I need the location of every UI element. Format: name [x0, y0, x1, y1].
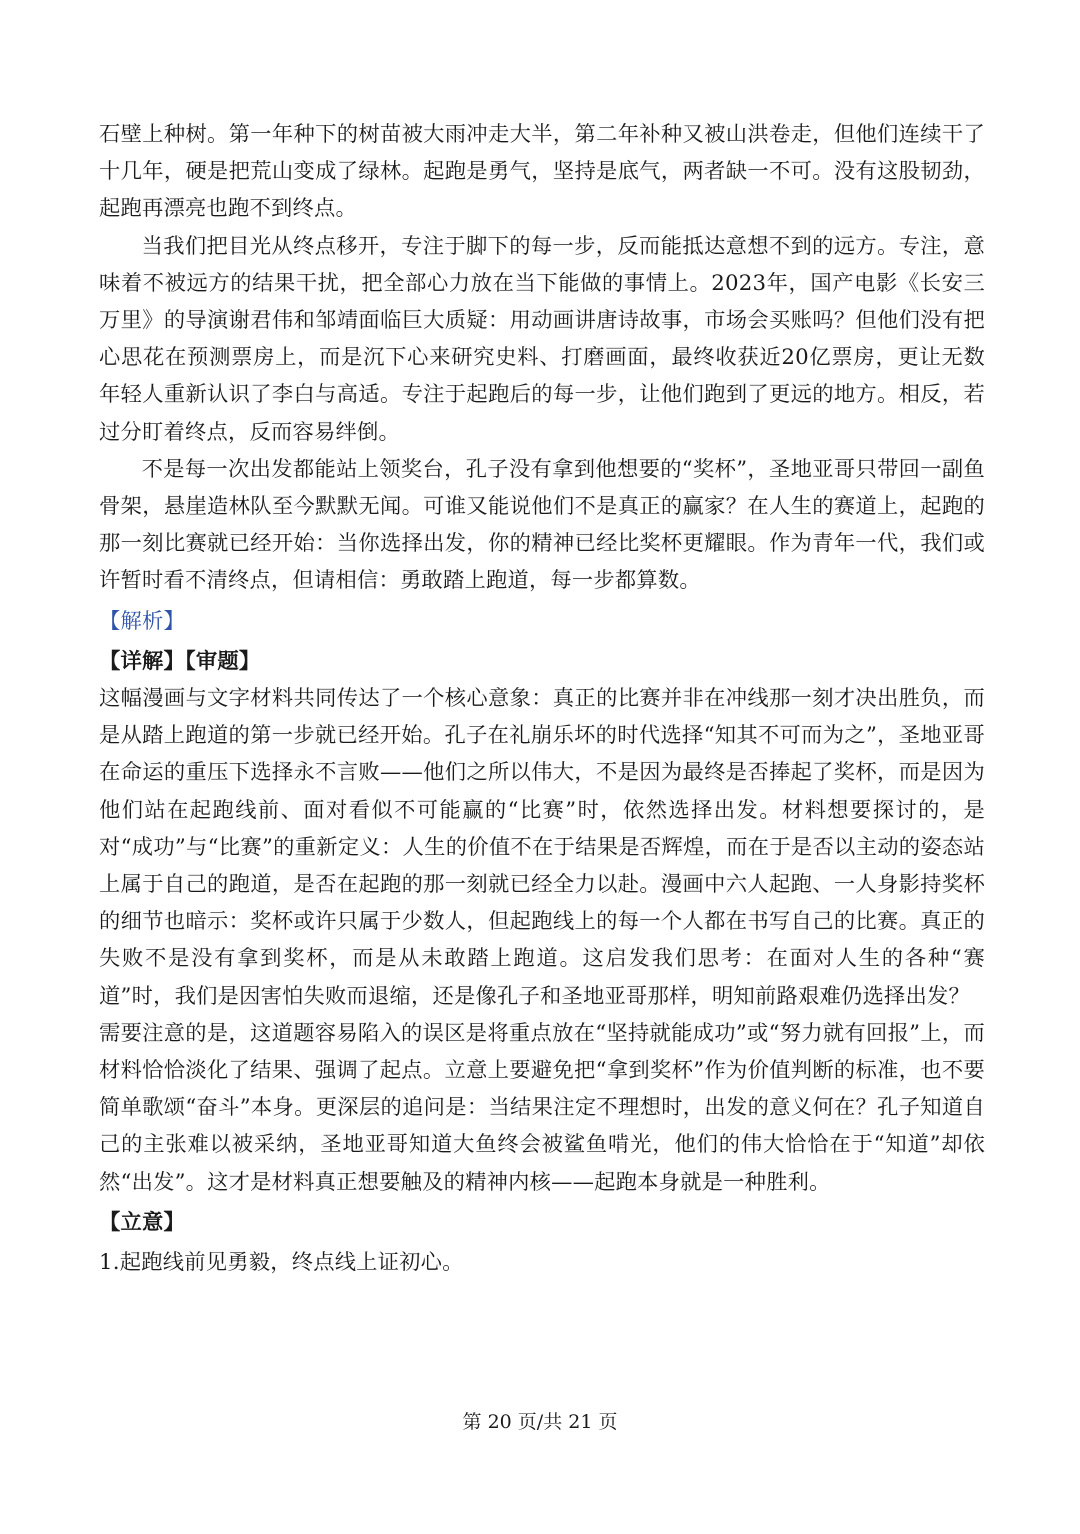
- analysis-heading: 【解析】: [99, 608, 185, 634]
- paragraph-conclusion: 不是每一次出发都能站上领奖台，孔子没有拿到他想要的“奖杯”，圣地亚哥只带回一副鱼骨架，悬崖造林队至今默默无闻。可谁又能说他们不是真正的赢家？在人生的赛道上，起跑的那一刻比赛就已经开始：当你选择出发，你的精神已经比奖杯更耀眼。作为青年一代，我们或许暂时看不清终点，但请相信：勇敢踏上跑道，每一步都算数。: [99, 456, 985, 594]
- paragraph-focus: 当我们把目光从终点移开，专注于脚下的每一步，反而能抵达意想不到的远方。专注，意味着不被远方的结果干扰，把全部心力放在当下能做的事情上。2023年，国产电影《长安三万里》的导演谢君伟和邹靖面临巨大质疑：用动画讲唐诗故事，市场会买账吗？但他们没有把心思花在预测票房上，而是沉下心来研究史料、打磨画面，最终收获近20亿票房，更让无数年轻人重新认识了李白与高适。专注于起跑后的每一步，让他们跑到了更远的地方。相反，若过分盯着终点，反而容易绊倒。: [99, 233, 985, 445]
- page-content: [99, 116, 985, 1281]
- detail-paragraph-caution: 需要注意的是，这道题容易陷入的误区是将重点放在“坚持就能成功”或“努力就有回报”上，而材料恰恰淡化了结果、强调了起点。立意上要避免把“拿到奖杯”作为价值判断的标准，也不要简单歌颂“奋斗”本身。更深层的追问是：当结果注定不理想时，出发的意义何在？孔子知道自己的主张难以被采纳，圣地亚哥知道大鱼终会被鲨鱼啃光，他们的伟大恰恰在于“知道”却依然“出发”。这才是材料真正想要触及的精神内核——起跑本身就是一种胜利。: [99, 1020, 985, 1195]
- paragraph-continued: 石壁上种树。第一年种下的树苗被大雨冲走大半，第二年补种又被山洪卷走，但他们连续干了十几年，硬是把荒山变成了绿林。起跑是勇气，坚持是底气，两者缺一不可。没有这股韧劲，起跑再漂亮也跑不到终点。: [99, 122, 985, 222]
- intent-item: 1.起跑线前见勇毅，终点线上证初心。: [99, 1250, 464, 1276]
- detail-heading: 【详解】【审题】: [99, 648, 261, 674]
- page-footer: 第 20 页/共 21 页: [462, 1411, 618, 1433]
- detail-paragraph: 这幅漫画与文字材料共同传达了一个核心意象：真正的比赛并非在冲线那一刻才决出胜负，而是从踏上跑道的第一步就已经开始。孔子在礼崩乐坏的时代选择“知其不可而为之”，圣地亚哥在命运的重压下选择永不言败——他们之所以伟大，不是因为最终是否捧起了奖杯，而是因为他们站在起跑线前、面对看似不可能赢的“比赛”时，依然选择出发。材料想要探讨的，是对“成功”与“比赛”的重新定义：人生的价值不在于结果是否辉煌，而在于是否以主动的姿态站上属于自己的跑道，是否在起跑的那一刻就已经全力以赴。漫画中六人起跑、一人身影持奖杯的细节也暗示：奖杯或许只属于少数人，但起跑线上的每一个人都在书写自己的比赛。真正的失败不是没有拿到奖杯，而是从未敢踏上跑道。这启发我们思考：在面对人生的各种“赛道”时，我们是因害怕失败而退缩，还是像孔子和圣地亚哥那样，明知前路艰难仍选择出发？: [99, 686, 985, 1009]
- intent-heading: 【立意】: [99, 1209, 185, 1235]
